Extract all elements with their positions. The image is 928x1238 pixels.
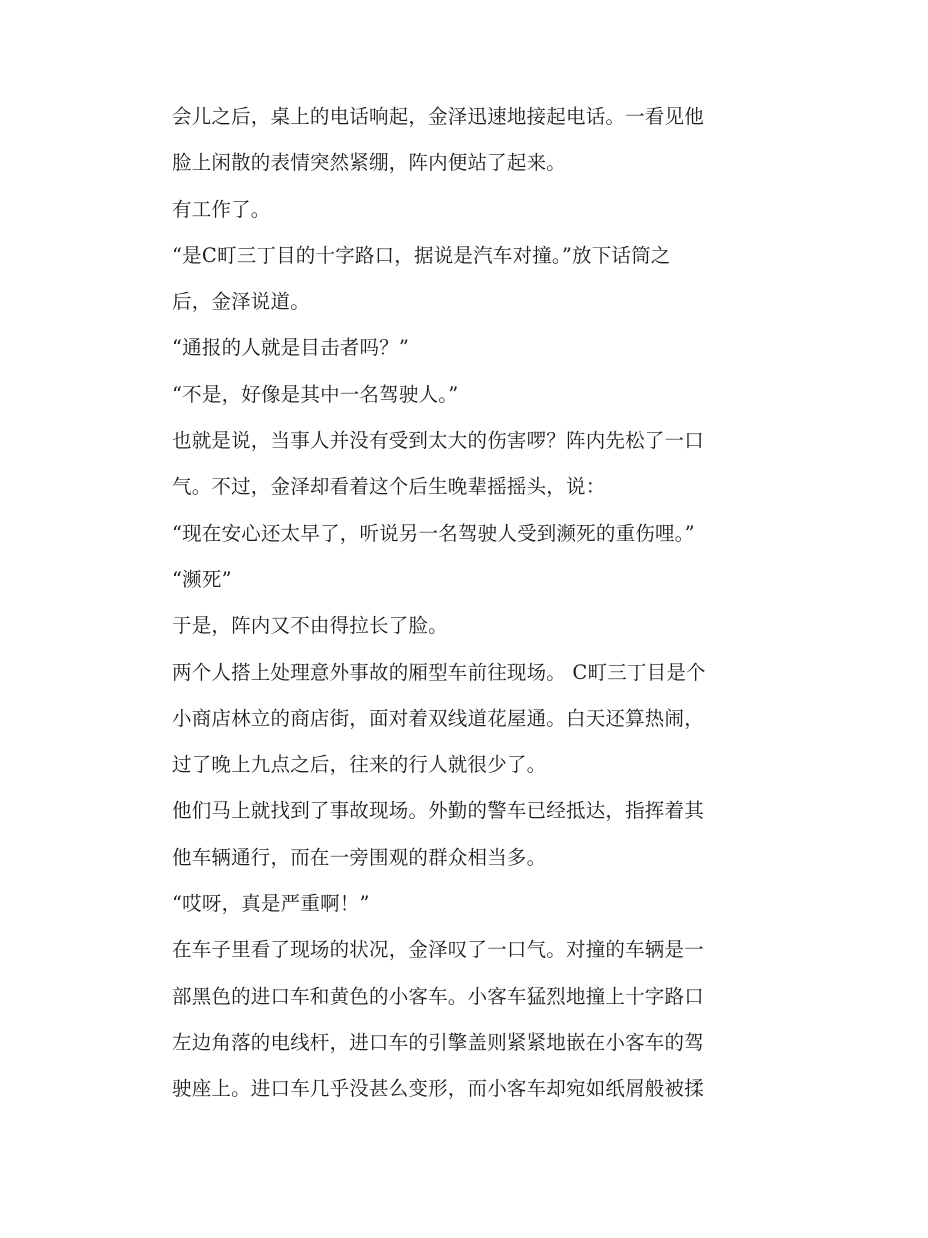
text-line: 部黑色的进口车和黄色的小客车。小客车猛烈地撞上十字路口	[172, 984, 704, 1008]
text-line: 脸上闲散的表情突然紧绷，阵内便站了起来。	[172, 151, 567, 175]
text-line: 过了晚上九点之后，往来的行人就很少了。	[172, 753, 547, 777]
text-line: 也就是说，当事人并没有受到太大的伤害啰？阵内先松了一口	[172, 429, 704, 453]
text-line: “通报的人就是目击者吗？”	[172, 336, 410, 360]
text-line: 两个人搭上处理意外事故的厢型车前往现场。 C町三丁目是个	[172, 660, 706, 684]
text-line: “哎呀，真是严重啊！”	[172, 892, 370, 916]
text-line: “现在安心还太早了，听说另一名驾驶人受到濒死的重伤哩。”	[172, 521, 695, 545]
text-line: 气。不过，金泽却看着这个后生晚辈摇摇头，说：	[172, 475, 606, 499]
body-text	[172, 98, 742, 1117]
text-line: 于是，阵内又不由得拉长了脸。	[172, 614, 448, 638]
text-line: 有工作了。	[172, 197, 271, 221]
text-line: “是C町三丁目的十字路口，据说是汽车对撞。”放下话筒之	[172, 243, 671, 267]
text-line: “濒死”	[172, 567, 232, 591]
text-line: 会儿之后，桌上的电话响起，金泽迅速地接起电话。一看见他	[172, 105, 704, 128]
text-line: 小商店林立的商店街，面对着双线道花屋通。白天还算热闹，	[172, 706, 704, 730]
text-line: 他们马上就找到了事故现场。外勤的警车已经抵达，指挥着其	[172, 799, 704, 823]
text-line: “不是，好像是其中一名驾驶人。”	[172, 382, 459, 406]
text-line: 驶座上。进口车几乎没甚么变形，而小客车却宛如纸屑般被揉	[172, 1077, 704, 1101]
text-line: 后，金泽说道。	[172, 290, 310, 314]
text-line: 左边角落的电线杆，进口车的引擎盖则紧紧地嵌在小客车的驾	[172, 1030, 704, 1054]
text-line: 他车辆通行，而在一旁围观的群众相当多。	[172, 845, 547, 869]
text-line: 在车子里看了现场的状况，金泽叹了一口气。对撞的车辆是一	[172, 938, 704, 962]
